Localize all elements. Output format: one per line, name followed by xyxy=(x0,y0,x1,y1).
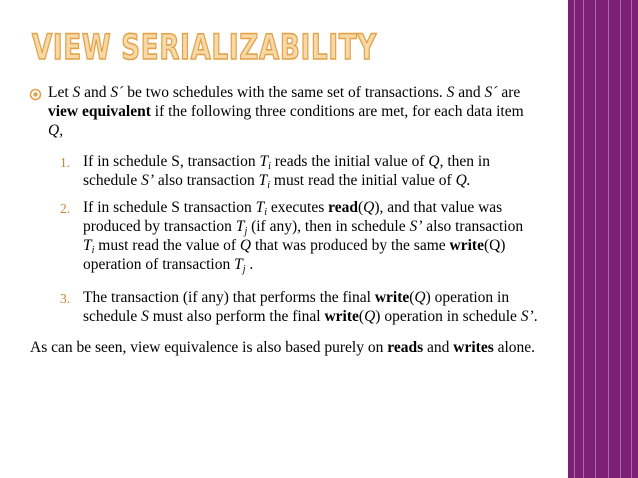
text: and xyxy=(80,84,111,101)
text: Q xyxy=(363,199,375,216)
text: . xyxy=(533,308,538,325)
text: T xyxy=(83,237,92,254)
list-number: 3. xyxy=(60,291,71,306)
text: i xyxy=(268,161,271,172)
condition-1 xyxy=(83,152,603,190)
write-operation: write xyxy=(374,289,410,306)
text: i xyxy=(267,180,271,191)
condition-1-line-2 xyxy=(83,171,603,190)
text: and xyxy=(454,84,485,101)
text: j xyxy=(242,264,246,275)
text: schedule xyxy=(83,172,142,189)
text: operation of transaction xyxy=(83,256,235,273)
text: ( xyxy=(409,289,415,306)
text: T xyxy=(234,256,243,273)
text: alone. xyxy=(493,339,536,356)
text: T xyxy=(259,153,269,170)
text: also transaction xyxy=(154,172,259,189)
condition-3 xyxy=(83,288,603,326)
text: ), and that value was xyxy=(374,199,503,216)
text: ) operation in schedule xyxy=(375,308,521,325)
list-number: 2. xyxy=(60,201,71,216)
text: be two schedules with the same set of transactions. xyxy=(123,84,447,101)
sidebar-stripe xyxy=(608,0,609,478)
sidebar-stripe xyxy=(631,0,632,478)
condition-2-line-1 xyxy=(83,198,603,217)
circle-bullet-icon xyxy=(29,88,42,101)
text: S xyxy=(141,308,149,325)
text: Q. xyxy=(455,172,471,189)
text: S’ xyxy=(141,172,155,189)
text: . xyxy=(245,256,254,273)
intro-line-2 xyxy=(48,102,596,121)
text: i xyxy=(91,245,95,256)
writes-term: writes xyxy=(453,339,494,356)
text: (if any), then in schedule xyxy=(247,218,410,235)
text: ) operation in xyxy=(425,289,510,306)
intro-line-3 xyxy=(48,121,596,140)
text: j xyxy=(244,226,248,237)
write-operation: write xyxy=(449,237,484,254)
text: Q xyxy=(364,308,376,325)
list-number: 1. xyxy=(60,155,71,170)
slide-title-text: VIEW SERIALIZABILITY xyxy=(32,28,377,68)
text: if the following three conditions are met, for each data item xyxy=(150,103,524,120)
slide-title xyxy=(30,26,430,66)
text: The transaction (if any) that performs the final xyxy=(83,289,375,306)
text: must also perform the final xyxy=(148,308,325,325)
text: that was produced by the same xyxy=(251,237,450,254)
text: T xyxy=(235,218,245,235)
text: (Q) xyxy=(483,237,506,254)
condition-1-line-1 xyxy=(83,152,603,171)
text: also transaction xyxy=(422,218,524,235)
sidebar-stripe xyxy=(620,0,621,478)
text: are xyxy=(497,84,521,101)
text: Let xyxy=(48,84,73,101)
condition-3-line-2 xyxy=(83,307,603,326)
text: S´ xyxy=(110,84,124,101)
text: and xyxy=(423,339,454,356)
text: Q xyxy=(428,153,440,170)
text: i xyxy=(264,207,268,218)
read-operation: read xyxy=(328,199,358,216)
text: executes xyxy=(267,199,329,216)
text: S’ xyxy=(409,218,423,235)
text: S´ xyxy=(484,84,498,101)
text: S xyxy=(446,84,455,101)
text: T xyxy=(258,172,268,189)
intro-paragraph xyxy=(48,83,596,140)
text: S’ xyxy=(520,308,534,325)
condition-2-line-2 xyxy=(83,217,603,236)
intro-line-1 xyxy=(48,83,596,102)
text: T xyxy=(255,199,265,216)
text: produced by transaction xyxy=(83,218,236,235)
text: As can be seen, view equivalence is also based purely on xyxy=(30,339,388,356)
text: Q xyxy=(239,237,252,254)
reads-term: reads xyxy=(387,339,424,356)
condition-2-line-3 xyxy=(83,236,603,255)
write-operation: write xyxy=(324,308,359,325)
text: Q xyxy=(414,289,426,306)
text: If in schedule S transaction xyxy=(83,199,256,216)
condition-2-line-4 xyxy=(83,255,603,274)
conclusion-paragraph xyxy=(30,338,535,357)
condition-3-line-1 xyxy=(83,288,603,307)
text: ( xyxy=(358,308,365,325)
text: schedule xyxy=(83,308,142,325)
text: Q, xyxy=(48,122,64,139)
condition-2 xyxy=(83,198,603,274)
text: must read the value of xyxy=(94,237,240,254)
text: ( xyxy=(357,199,364,216)
text: S xyxy=(72,84,81,101)
view-equivalent-term: view equivalent xyxy=(48,103,151,120)
text: If in schedule S, transaction xyxy=(83,153,260,170)
text: must read the initial value of xyxy=(270,172,456,189)
text: reads the initial value of xyxy=(270,153,429,170)
text: , then in xyxy=(439,153,490,170)
